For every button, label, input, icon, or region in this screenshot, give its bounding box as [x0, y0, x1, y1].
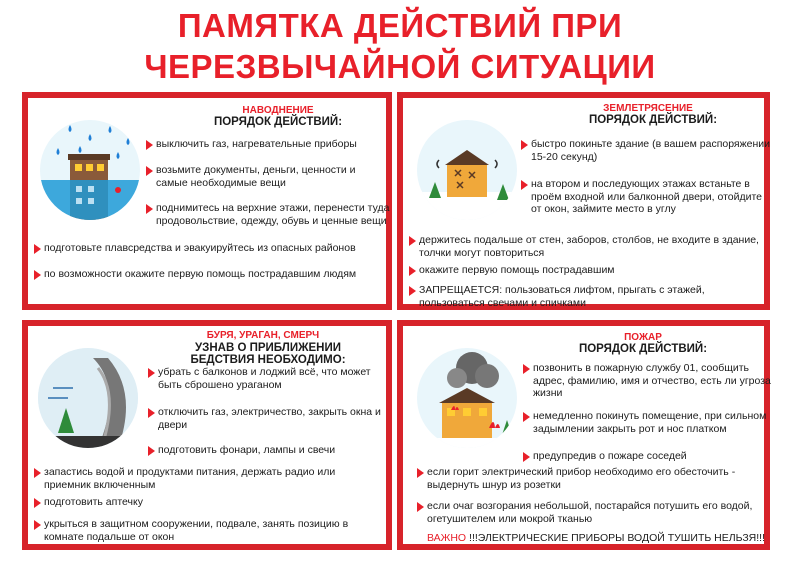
flood-item: поднимитесь на верхние этажи, перенести туда продовольствие, одежду, обувь и ценные вещи [146, 202, 391, 227]
earthquake-subtitle: ПОРЯДОК ДЕЙСТВИЙ: [588, 114, 718, 126]
earthquake-item: на втором и последующих этажах встаньте в проём входной или балконной двери, отойдите от окон, займите место в углу [521, 178, 773, 216]
storm-item: укрыться в защитном сооружении, подвале, занять позицию в комнате подальше от окон [34, 518, 384, 543]
storm-subtitle: УЗНАВ О ПРИБЛИЖЕНИИ БЕДСТВИЯ НЕОБХОДИМО: [190, 342, 346, 366]
flood-subtitle: ПОРЯДОК ДЕЙСТВИЙ: [213, 116, 343, 128]
fire-warning [427, 532, 767, 545]
flood-card [22, 92, 392, 310]
fire-card [397, 320, 770, 550]
fire-item: немедленно покинуть помещение, при сильном задымлении закрыть рот и нос платком [523, 410, 773, 435]
flood-item: возьмите документы, деньги, ценности и самые необходимые вещи [146, 164, 386, 189]
earthquake-item: ЗАПРЕЩАЕТСЯ: пользоваться лифтом, прыгать с этажей, пользоваться свечами и спичками [409, 284, 769, 309]
fire-title: ПОЖАР [624, 332, 662, 343]
fire-illustration [417, 348, 517, 448]
storm-item: подготовить фонари, лампы и свечи [148, 444, 396, 457]
earthquake-card [397, 92, 770, 310]
storm-illustration [38, 348, 138, 448]
storm-item: отключить газ, электричество, закрыть окна и двери [148, 406, 396, 431]
earthquake-title: ЗЕМЛЕТРЯСЕНИЕ [603, 103, 693, 114]
storm-title: БУРЯ, УРАГАН, СМЕРЧ [206, 330, 320, 341]
storm-item: подготовить аптечку [34, 496, 384, 509]
earthquake-item: быстро покиньте здание (в вашем распоряжении 15-20 секунд) [521, 138, 771, 163]
fire-item: позвонить в пожарную службу 01, сообщить адрес, фамилию, имя и отчество, есть ли угроза жизни [523, 362, 773, 400]
fire-item: предупредив о пожаре соседей [523, 450, 773, 463]
flood-illustration [40, 120, 140, 220]
warning-text: !!!ЭЛЕКТРИЧЕСКИЕ ПРИБОРЫ ВОДОЙ ТУШИТЬ НЕЛЬЗЯ!!! [469, 532, 765, 544]
flood-item: по возможности окажите первую помощь пострадавшим людям [34, 268, 374, 281]
earthquake-item: держитесь подальше от стен, заборов, столбов, не входите в здание, толчки могут повториться [409, 234, 769, 259]
page-title-line-1: ПАМЯТКА ДЕЙСТВИЙ ПРИ [177, 7, 623, 44]
fire-item: если очаг возгорания небольшой, постарайся потушить его водой, огетушителем или мокрой тканью [417, 500, 772, 525]
warning-label: ВАЖНО [427, 532, 467, 544]
storm-card [22, 320, 392, 550]
storm-item: убрать с балконов и лоджий всё, что может быть сброшено ураганом [148, 366, 396, 391]
flood-item: подготовьте плавсредства и эвакуируйтесь из опасных районов [34, 242, 394, 255]
flood-item: выключить газ, нагревательные приборы [146, 138, 396, 151]
fire-subtitle: ПОРЯДОК ДЕЙСТВИЙ: [578, 343, 708, 355]
fire-item: если горит электрический прибор необходимо его обесточить - выдернуть шнур из розетки [417, 466, 772, 491]
flood-title: НАВОДНЕНИЕ [242, 105, 314, 116]
earthquake-item: окажите первую помощь пострадавшим [409, 264, 769, 277]
storm-item: запастись водой и продуктами питания, держать радио или приемник включенным [34, 466, 384, 491]
page-title-line-2: ЧЕРЕЗВЫЧАЙНОЙ СИТУАЦИИ [144, 48, 656, 85]
earthquake-illustration [417, 120, 517, 220]
